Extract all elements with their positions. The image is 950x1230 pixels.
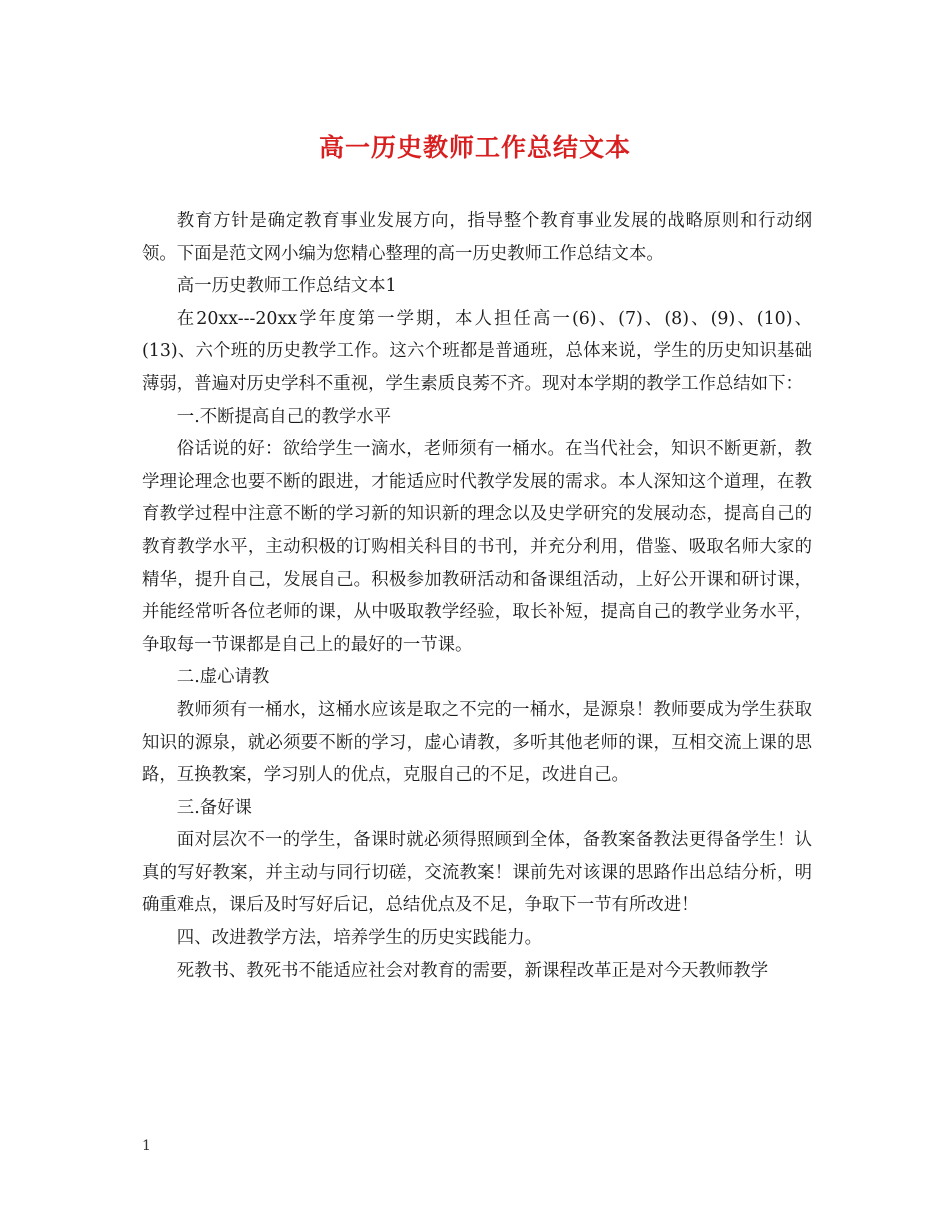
paragraph-section-1: 俗话说的好：欲给学生一滴水，老师须有一桶水。在当代社会，知识不断更新，教学理论理念也要不断的跟进，才能适应时代教学发展的需求。本人深知这个道理，在教育教学过程中注意不断的学习新的知识新的理念以及史学研究的发展动态，提高自己的教育教学水平，主动积极的订购相关科目的书刊，并充分利用，借鉴、吸取名师大家的精华，提升自己，发展自己。积极参加教研活动和备课组活动，上好公开课和研讨课，并能经常听各位老师的课，从中吸取教学经验，取长补短，提高自己的教学业务水平，争取每一节课都是自己上的最好的一节课。 xyxy=(142,439,812,655)
section-heading-2: 二.虚心请教 xyxy=(176,667,270,688)
page-number: 1 xyxy=(142,1138,151,1154)
paragraph-section-3: 面对层次不一的学生，备课时就必须得照顾到全体，备教案备教法更得备学生！认真的写好教案，并主动与同行切磋，交流教案！课前先对该课的思路作出总结分析，明确重难点，课后及时写好后记，总结优点及不足，争取下一节有所改进！ xyxy=(142,830,812,916)
paragraph-subtitle: 高一历史教师工作总结文本1 xyxy=(176,276,397,297)
paragraph-overview: 在20xx---20xx学年度第一学期，本人担任高一(6)、(7)、(8)、(9)、(10)、(13)、六个班的历史教学工作。这六个班都是普通班，总体来说，学生的历史知识基础薄弱，普遍对历史学科不重视，学生素质良莠不齐。现对本学期的教学工作总结如下： xyxy=(142,308,812,394)
document-body xyxy=(142,205,812,987)
paragraph-section-2: 教师须有一桶水，这桶水应该是取之不完的一桶水，是源泉！教师要成为学生获取知识的源泉，就必须要不断的学习，虚心请教，多听其他老师的课，互相交流上课的思路，互换教案，学习别人的优点，克服自己的不足，改进自己。 xyxy=(142,699,812,786)
section-heading-3: 三.备好课 xyxy=(176,797,252,818)
paragraph-section-4: 死教书、教死书不能适应社会对教育的需要，新课程改革正是对今天教师教学 xyxy=(176,960,769,981)
document-title: 高一历史教师工作总结文本 xyxy=(318,133,631,162)
section-heading-1: 一.不断提高自己的教学水平 xyxy=(176,406,392,427)
paragraph-intro: 教育方针是确定教育事业发展方向，指导整个教育事业发展的战略原则和行动纲领。下面是范文网小编为您精心整理的高一历史教师工作总结文本。 xyxy=(142,211,812,264)
section-heading-4: 四、改进教学方法，培养学生的历史实践能力。 xyxy=(176,928,543,949)
